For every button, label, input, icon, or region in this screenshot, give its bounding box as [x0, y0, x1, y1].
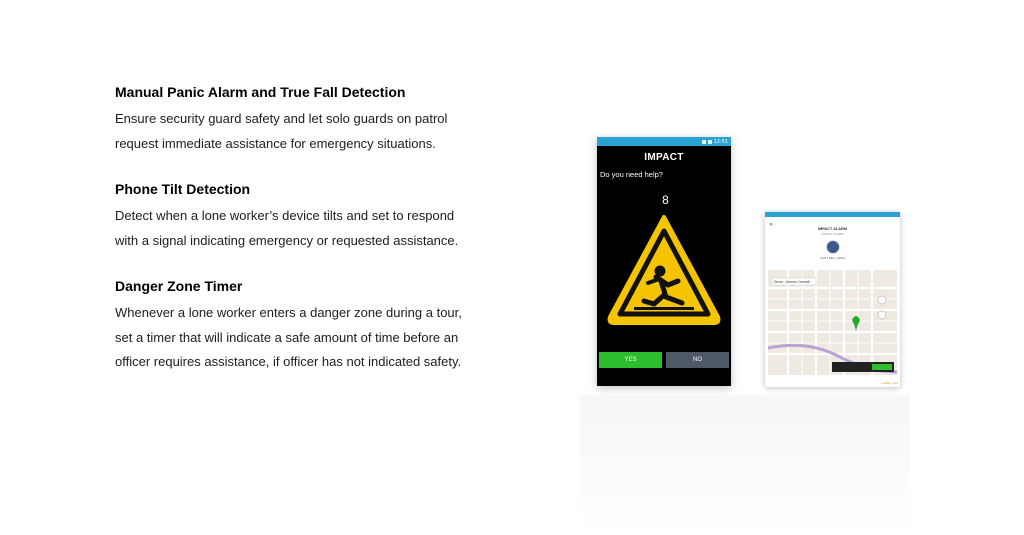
feature-list — [115, 82, 465, 398]
feature-title: Phone Tilt Detection — [115, 181, 251, 197]
phone-screenshot — [597, 137, 731, 386]
card-subtitle: IMPACT ALARM — [821, 232, 844, 236]
card-user-name: CURT BELL ARNA — [819, 256, 846, 260]
feature-title: Danger Zone Timer — [115, 278, 243, 294]
device-reflection — [580, 395, 910, 535]
map-view[interactable] — [768, 270, 897, 375]
avatar — [826, 240, 840, 254]
feature-fall-detection — [115, 82, 465, 156]
battery-icon — [708, 140, 712, 144]
slip-fall-warning-icon — [604, 211, 724, 329]
help-question: Do you need help? — [600, 170, 663, 179]
signal-icon — [702, 140, 706, 144]
feature-tilt-detection — [115, 179, 465, 253]
close-icon[interactable]: ✕ — [769, 222, 774, 228]
countdown-number: 8 — [662, 193, 669, 207]
map-attribution: Leaflet | Esri — [881, 381, 898, 385]
yes-button[interactable]: YES — [599, 352, 662, 368]
answer-buttons — [599, 352, 729, 368]
card-title: IMPACT ALARM — [818, 227, 847, 231]
phone-status-bar — [597, 137, 731, 146]
tablet-map-card — [765, 212, 900, 387]
map-location-label: Devon - Avenue Cornwell — [774, 280, 810, 284]
feature-description: Detect when a lone worker’s device tilts and set to respond with a signal indicating emergency or requested assistance. — [115, 208, 459, 248]
status-time: 12:51 — [713, 138, 728, 145]
feature-description: Ensure security guard safety and let solo guards on patrol request immediate assistance for emergency situations. — [115, 111, 448, 151]
map-graphic — [768, 270, 897, 375]
feature-description: Whenever a lone worker enters a danger zone during a tour, set a timer that will indicate a safe amount of time before an officer requires assistance, if officer has not indicated safety. — [115, 305, 462, 369]
feature-title: Manual Panic Alarm and True Fall Detection — [115, 84, 406, 100]
app-title: IMPACT — [644, 152, 684, 163]
card-top-bar — [765, 212, 900, 217]
no-button[interactable]: NO — [666, 352, 729, 368]
feature-danger-zone-timer — [115, 276, 465, 375]
